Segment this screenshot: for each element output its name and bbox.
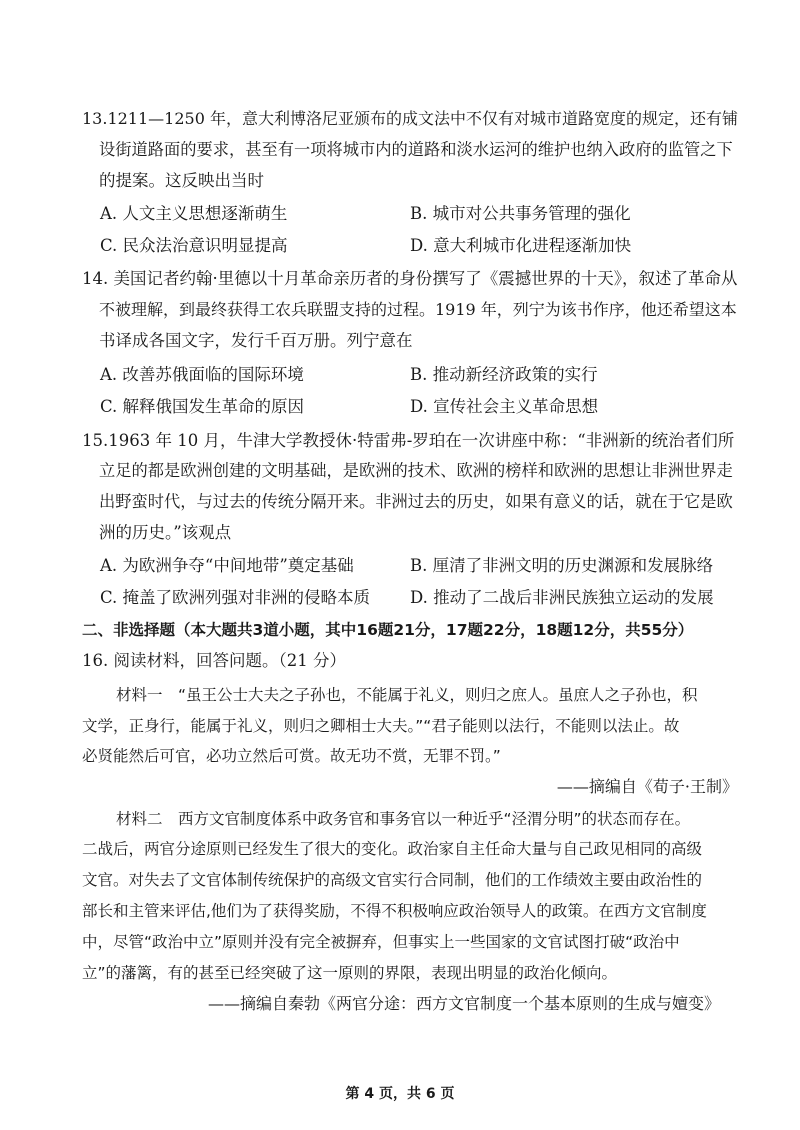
q14-option-b[interactable]: B. 推动新经济政策的实行 bbox=[410, 365, 598, 384]
material1-line: 文学，正身行，能属于礼义，则归之卿相士大夫。”“君子能则以法行，不能则以法止。故 bbox=[82, 717, 680, 735]
q13-option-b[interactable]: B. 城市对公共事务管理的强化 bbox=[410, 204, 631, 223]
q16-stem: 16. 阅读材料，回答问题。（21 分） bbox=[82, 651, 346, 670]
q15-option-c[interactable]: C. 掩盖了欧洲列强对非洲的侵略本质 bbox=[100, 588, 371, 607]
q15-stem-line: 洲的历史。”该观点 bbox=[99, 523, 232, 542]
q13-stem-line: 设街道路面的要求，甚至有一项将城市内的道路和淡水运河的维护也纳入政府的监管之下 bbox=[99, 140, 733, 159]
q15-option-b[interactable]: B. 厘清了非洲文明的历史渊源和发展脉络 bbox=[410, 556, 714, 575]
q14-stem-line: 不被理解，到最终获得工农兵联盟支持的过程。1919 年，列宁为该书作序，他还希望这本 bbox=[99, 300, 737, 319]
q14-stem-line: 14. 美国记者约翰·里德以十月革命亲历者的身份撰写了《震撼世界的十天》，叙述了革命从 bbox=[82, 269, 738, 288]
q13-option-a[interactable]: A. 人文主义思想逐渐萌生 bbox=[100, 204, 288, 223]
material2-source: ——摘编自秦勃《两官分途：西方文官制度一个基本原则的生成与嬗变》 bbox=[207, 994, 720, 1013]
material1-source: ——摘编自《荀子·王制》 bbox=[556, 777, 738, 796]
q13-option-d[interactable]: D. 意大利城市化进程逐渐加快 bbox=[410, 236, 632, 255]
q14-option-c[interactable]: C. 解释俄国发生革命的原因 bbox=[100, 397, 305, 416]
page-number: 第 4 页，共 6 页 bbox=[345, 1086, 455, 1102]
q15-stem-line: 出野蛮时代，与过去的传统分隔开来。非洲过去的历史，如果有意义的话，就在于它是欧 bbox=[99, 492, 733, 511]
q15-stem-line: 立足的都是欧洲创建的文明基础，是欧洲的技术、欧洲的榜样和欧洲的思想让非洲世界走 bbox=[99, 461, 733, 480]
q15-stem-line: 15.1963 年 10 月，牛津大学教授休·特雷弗-罗珀在一次讲座中称：“非洲新的统治者们所 bbox=[82, 431, 735, 450]
q14-option-a[interactable]: A. 改善苏俄面临的国际环境 bbox=[100, 365, 304, 384]
material2-line: 立”的藩篱，有的甚至已经突破了这一原则的界限，表现出明显的政治化倾向。 bbox=[82, 964, 618, 982]
material2-line: 二战后，两官分途原则已经发生了很大的变化。政治家自主任命大量与自己政见相同的高级 bbox=[82, 840, 703, 858]
material1-line: 必贤能然后可官，必功立然后可赏。故无功不赏，无罪不罚。” bbox=[82, 747, 501, 765]
q13-option-c[interactable]: C. 民众法治意识明显提高 bbox=[100, 236, 288, 255]
material2-line: 中，尽管“政治中立”原则并没有完全被摒弃，但事实上一些国家的文官试图打破“政治中 bbox=[82, 933, 680, 951]
q14-option-d[interactable]: D. 宣传社会主义革命思想 bbox=[410, 397, 599, 416]
q14-stem-line: 书译成各国文字，发行千百万册。列宁意在 bbox=[99, 331, 413, 350]
section-heading: 二、非选择题（本大题共3道小题，其中16题21分，17题22分，18题12分，共55分） bbox=[82, 621, 694, 639]
q15-option-a[interactable]: A. 为欧洲争夺“中间地带”奠定基础 bbox=[100, 556, 354, 575]
q13-stem-line: 13.1211—1250 年，意大利博洛尼亚颁布的成文法中不仅有对城市道路宽度的规定，还有铺 bbox=[82, 109, 738, 128]
material1-line: 材料一 “虽王公士大夫之子孙也，不能属于礼义，则归之庶人。虽庶人之子孙也，积 bbox=[116, 686, 698, 704]
q15-option-d[interactable]: D. 推动了二战后非洲民族独立运动的发展 bbox=[410, 588, 714, 607]
material2-line: 部长和主管来评估,他们为了获得奖励，不得不积极响应政治领导人的政策。在西方文官制度 bbox=[82, 902, 707, 920]
q13-stem-line: 的提案。这反映出当时 bbox=[99, 171, 264, 190]
material2-line: 文官。对失去了文官体制传统保护的高级文官实行合同制，他们的工作绩效主要由政治性的 bbox=[82, 871, 703, 889]
material2-line: 材料二 西方文官制度体系中政务官和事务官以一种近乎“泾渭分明”的状态而存在。 bbox=[116, 810, 691, 828]
